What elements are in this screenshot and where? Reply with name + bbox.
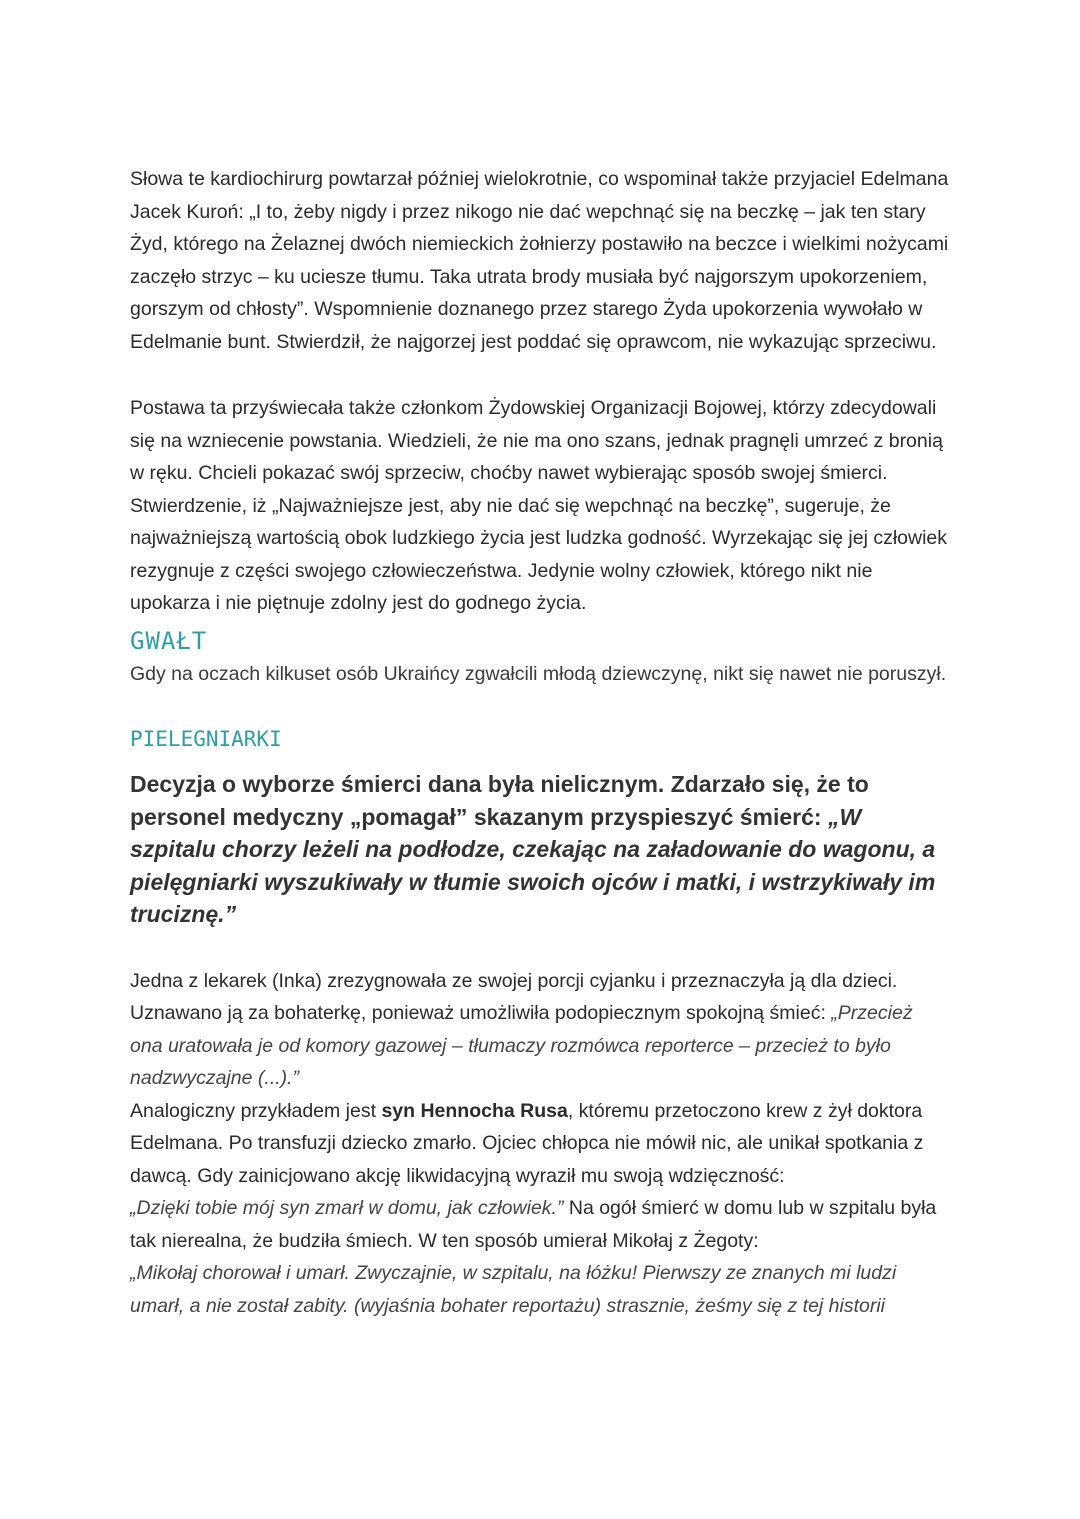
section-heading-gwalt: GWAŁT (130, 626, 208, 655)
rus-body-text: , któremu przetoczono krew z żył doktora Edelmana. Po transfuzji dziecko zmarło. Ojciec chłopca nie mówił nic, ale unikał spotkania z dawcą. Gdy zainicjowano akcję likwidacyjną wyraził mu swoją wdzięczność: (130, 1099, 924, 1187)
paragraph-zob-attitude: Postawa ta przyświecała także członkom Żydowskiej Organizacji Bojowej, którzy zdecydowali się na wzniecenie powstania. Wiedzieli, że nie ma ono szans, jednak pragnęli umrzeć z bronią w ręku. Chcieli pokazać swój sprzeciw, choćby nawet wybierając sposób swojej śmierci. Stwierdzenie, iż „Najważniejsze jest, aby nie dać się wepchnąć na beczkę”, sugeruje, że najważniejszą wartością obok ludzkiego życia jest ludzka godność. Wyrzekając się jej człowiek rezygnuje z części swojego człowieczeństwa. Jedynie wolny człowiek, którego nikt nie upokarza i nie piętnuje zdolny jest do godnego życia. (130, 397, 948, 614)
lead-paragraph-pielegniarki (130, 768, 950, 931)
paragraph-kuron-quote: Słowa te kardiochirurg powtarzał później wielokrotnie, co wspominał także przyjaciel Edelmana Jacek Kuroń: „I to, żeby nigdy i przez nikogo nie dać wepchnąć się na beczkę – jak ten stary Żyd, którego na Żelaznej dwóch niemieckich żołnierzy postawiło na beczce i wielkimi nożycami zaczęło strzyc – ku uciesze tłumu. Taka utrata brody musiała być najgorszym upokorzeniem, gorszym od chłosty”. Wspomnienie doznanego przez starego Żyda upokorzenia wywołało w Edelmanie bunt. Stwierdził, że najgorzej jest poddać się oprawcom, nie wykazując sprzeciwu. (130, 168, 949, 353)
rus-name-text: syn Hennocha Rusa (381, 1099, 568, 1122)
rus-intro-text: Analogiczny przykładem jest (130, 1099, 382, 1122)
paragraph-inka (130, 965, 950, 1095)
paragraph-gwalt: Gdy na oczach kilkuset osób Ukraińcy zgwałcili młodą dziewczynę, nikt się nawet nie poruszył. (130, 662, 947, 685)
rus-after-quote-text: Na ogół śmierć w domu lub w szpitalu była tak nierealna, że budziła śmiech. W ten sposób umierał Mikołaj z Żegoty: (130, 1197, 937, 1252)
lead-plain-text: Decyzja o wyborze śmierci dana była nielicznym. Zdarzało się, że to personel medyczny „pomagał” skazanym przyspieszyć śmierć: (130, 771, 869, 830)
inka-quote-text: „Przecież ona uratowała je od komory gazowej – tłumaczy rozmówca reporterce – przecież to było nadzwyczajne (...).” (130, 1002, 913, 1089)
section-heading-pielegniarki: PIELEGNIARKI (130, 727, 282, 751)
paragraph-rus (130, 1095, 950, 1323)
inka-plain-text: Jedna z lekarek (Inka) zrezygnowała ze swojej porcji cyjanku i przeznaczyła ją dla dzieci. Uznawano ją za bohaterkę, ponieważ umożliwiła podopiecznym spokojną śmieć: (130, 969, 898, 1024)
rus-quote-text: „Dzięki tobie mój syn zmarł w domu, jak człowiek.” (130, 1197, 564, 1219)
document-page (130, 163, 950, 1322)
mikolaj-quote-text: „Mikołaj chorował i umarł. Zwyczajnie, w szpitalu, na łóżku! Pierwszy ze znanych mi ludzi umarł, a nie został zabity. (wyjaśnia bohater reportażu) strasznie, żeśmy się z tej historii (130, 1262, 897, 1317)
lead-quote-text: „W szpitalu chorzy leżeli na podłodze, czekając na załadowanie do wagonu, a pielęgniarki wyszukiwały w tłumie swoich ojców i matki, i wstrzykiwały im truciznę.” (130, 803, 936, 927)
